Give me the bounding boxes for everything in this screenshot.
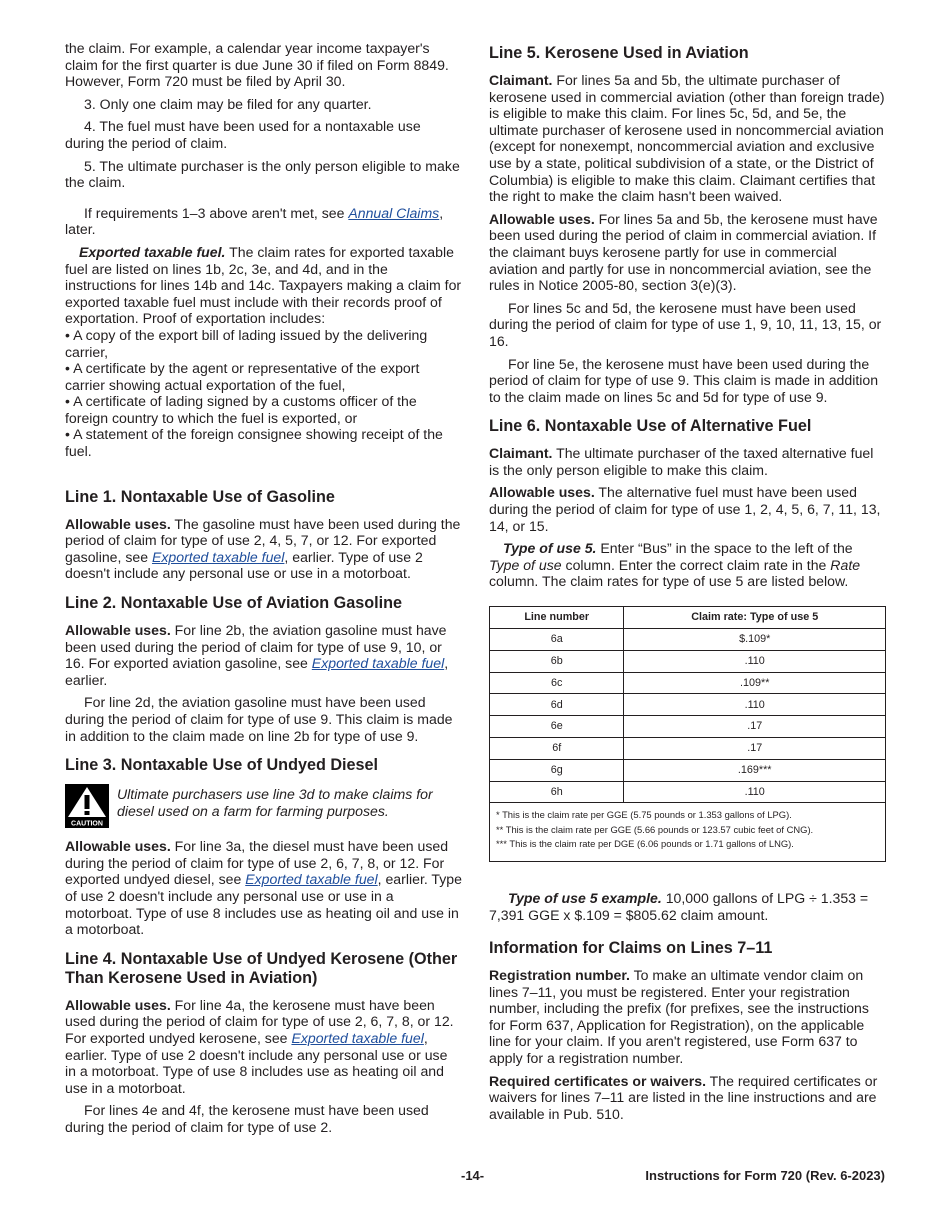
table-cell: .17 xyxy=(624,738,886,760)
table-row xyxy=(490,738,886,760)
line2-paragraph: Allowable uses. For line 2b, the aviation gasoline must have been used during the period of claim for type of use 9, 10, or 16. For exported aviation gasoline, see Exported taxable fuel, earlier. xyxy=(65,622,449,688)
table-cell: 6e xyxy=(490,716,624,738)
claim-rate-table xyxy=(489,606,886,862)
table-cell: .110 xyxy=(624,694,886,716)
table-row xyxy=(490,716,886,738)
caution-icon xyxy=(65,784,109,828)
registration-paragraph: Registration number. To make an ultimate vendor claim on lines 7–11, you must be registered. Enter your registration number, including the prefix (for prefixes, see the instructions for Form 637, Application for Registration), on the applicable line for your claim. If you aren't registered, use Form 637 to apply for a registration number. xyxy=(489,967,869,1067)
table-cell: 6g xyxy=(490,759,624,781)
exported-fuel-link[interactable]: Exported taxable fuel xyxy=(151,548,285,565)
requirement-4: 4. The fuel must have been used for a nontaxable use during the period of claim. xyxy=(65,118,421,151)
table-cell: 6c xyxy=(490,672,624,694)
annual-claims-link[interactable]: Annual Claims xyxy=(348,204,440,221)
table-cell: .17 xyxy=(624,716,886,738)
table-cell: .110 xyxy=(624,650,886,672)
table-notes xyxy=(490,803,886,862)
table-header-claim-rate: Claim rate: Type of use 5 xyxy=(624,607,886,629)
table-cell: 6h xyxy=(490,781,624,803)
left-column xyxy=(65,40,462,1142)
page-number: -14- xyxy=(461,1168,485,1183)
bullet-item: • A certificate of lading signed by a customs officer of the foreign country to which the fuel is exported, or xyxy=(65,393,417,426)
line1-heading: Line 1. Nontaxable Use of Gasoline xyxy=(65,487,335,506)
table-row xyxy=(490,629,886,651)
right-column xyxy=(489,44,886,1128)
table-row xyxy=(490,759,886,781)
line5-heading: Line 5. Kerosene Used in Aviation xyxy=(489,44,749,62)
table-cell: 6d xyxy=(490,694,624,716)
line6-claimant: Claimant. The ultimate purchaser of the taxed alternative fuel is the only person eligible to make this claim. xyxy=(489,445,874,478)
line4-heading: Line 4. Nontaxable Use of Undyed Kerosene (Other Than Kerosene Used in Aviation) xyxy=(65,949,458,987)
exported-fuel-paragraph: Exported taxable fuel. The claim rates for exported taxable fuel are listed on lines 1b, 2c, 3e, and 4d, and in the instructions for lines 14b and 14c. Taxpayers making a claim for exported taxable fuel must include with their records proof of exportation. Proof of exportation includes: xyxy=(65,243,462,327)
type5-example: Type of use 5 example. 10,000 gallons of LPG ÷ 1.353 = 7,391 GGE x $.109 = $805.62 claim amount. xyxy=(489,889,869,923)
line2-heading: Line 2. Nontaxable Use of Aviation Gasoline xyxy=(65,594,403,613)
table-row xyxy=(490,781,886,803)
line4-paragraph: Allowable uses. For line 4a, the kerosene must have been used during the period of claim for type of use 2, 6, 7, 8, or 12. For exported undyed kerosene, see Exported taxable fuel, earlier. Type of use 2 doesn't include any personal use or use in a motorboat. Type of use 8 includes use as heating oil and use in a motorboat. xyxy=(65,996,454,1096)
table-header-row xyxy=(490,607,886,629)
requirement-5: 5. The ultimate purchaser is the only person eligible to make the claim. xyxy=(65,157,460,191)
bullet-item: • A copy of the export bill of lading issued by the delivering carrier, xyxy=(65,326,428,360)
intro-paragraph: the claim. For example, a calendar year income taxpayer's claim for the first quarter is due June 30 if filed on Form 8849. However, Form 720 must be filed by April 30. xyxy=(65,40,449,90)
table-cell: .169*** xyxy=(624,759,886,781)
line2-paragraph-2: For line 2d, the aviation gasoline must have been used during the period of claim for type of use 9. This claim is made in addition to the claim made on line 2b for type of use 9. xyxy=(65,694,453,744)
table-cell: .109** xyxy=(624,672,886,694)
footer-title: Instructions for Form 720 (Rev. 6-2023) xyxy=(645,1168,885,1183)
table-cell: 6f xyxy=(490,738,624,760)
line3-heading: Line 3. Nontaxable Use of Undyed Diesel xyxy=(65,756,379,775)
table-note-2: ** This is the claim rate per GGE (5.66 pounds or 123.57 cubic feet of CNG). xyxy=(496,823,814,835)
table-row xyxy=(490,650,886,672)
line1-paragraph: Allowable uses. The gasoline must have been used during the period of claim for type of use 2, 4, 5, 7, or 12. For exported gasoline, see Exported taxable fuel, earlier. Type of use 2 doesn't include any personal use or use in a motorboat. xyxy=(65,515,461,582)
line5-paragraph-3: For lines 5c and 5d, the kerosene must have been used during the period of claim for type of use 1, 9, 10, 11, 13, 15, or 16. xyxy=(489,299,882,349)
line3-paragraph: Allowable uses. For line 3a, the diesel must have been used during the period of claim for type of use 2, 6, 7, 8, or 12. For exported undyed diesel, see Exported taxable fuel, earlier. Type of use 2 doesn't include any personal use or use in a motorboat. Type of use 8 includes use as heating oil and use in a motorboat. xyxy=(65,838,462,938)
table-row xyxy=(490,672,886,694)
table-row xyxy=(490,694,886,716)
exported-fuel-link[interactable]: Exported taxable fuel xyxy=(245,871,378,888)
type5-paragraph: Type of use 5. Enter “Bus” in the space to the left of the Type of use column. Enter the correct claim rate in the Rate column. The claim rates for type of use 5 are listed below. xyxy=(489,540,861,590)
caution-text: Ultimate purchasers use line 3d to make claims for diesel used on a farm for farming purposes. xyxy=(117,786,433,819)
table-note-1: * This is the claim rate per GGE (5.75 pounds or 1.353 gallons of LPG). xyxy=(496,809,792,821)
line5-allowable: Allowable uses. For lines 5a and 5b, the kerosene must have been used during the period of claim in commercial aviation. If the claimant buys kerosene partly for use in commercial aviation and partly for use in noncommercial aviation, see the rules in Notice 2005-80, section 3(e)(3). xyxy=(489,210,878,294)
line5-paragraph-4: For line 5e, the kerosene must have been used during the period of claim for type of use 9. This claim is made in addition to the claim made on lines 5c and 5d for type of use 9. xyxy=(489,355,879,405)
line5-claimant: Claimant. For lines 5a and 5b, the ultimate purchaser of kerosene used in commercial aviation (other than foreign trade) is eligible to make this claim. For lines 5c, 5d, and 5e, the ultimate purchaser of kerosene used in noncommercial aviation (except for nonexempt, noncommercial aviation and exclusive use by a state, political subdivision of a state, or the District of Columbia) is eligible to make this claim. Claimant certifies that the right to make the claim hasn't been waived. xyxy=(489,72,885,205)
line6-heading: Line 6. Nontaxable Use of Alternative Fuel xyxy=(489,417,812,436)
line6-allowable: Allowable uses. The alternative fuel must have been used during the period of claim for type of use 1, 2, 4, 5, 6, 7, 11, 13, 14, or 15. xyxy=(489,484,881,534)
exported-fuel-heading: Exported taxable fuel. xyxy=(79,243,226,260)
requirement-3: 3. Only one claim may be filed for any quarter. xyxy=(84,95,372,112)
exported-fuel-link[interactable]: Exported taxable fuel xyxy=(311,655,445,672)
table-cell: $.109* xyxy=(624,629,886,651)
table-note-3: *** This is the claim rate per DGE (6.06 pounds or 1.71 gallons of LNG). xyxy=(496,838,794,850)
table-header-line-number: Line number xyxy=(490,607,624,629)
table-notes-row xyxy=(490,803,886,862)
bullet-item: • A statement of the foreign consignee showing receipt of the fuel. xyxy=(65,426,443,460)
annual-claims-paragraph: If requirements 1–3 above aren't met, see Annual Claims, later. xyxy=(65,204,444,238)
caution-note xyxy=(65,784,462,828)
bullet-item: • A certificate by the agent or representative of the export carrier showing actual exportation of the fuel, xyxy=(65,360,420,393)
caution-label: CAUTION xyxy=(71,820,103,828)
certificates-paragraph: Required certificates or waivers. The required certificates or waivers for lines 7–11 are listed in the line instructions and are available in Pub. 510. xyxy=(489,1072,878,1122)
table-cell: 6b xyxy=(490,650,624,672)
exported-fuel-link[interactable]: Exported taxable fuel xyxy=(291,1029,424,1046)
table-cell: 6a xyxy=(490,629,624,651)
info-heading: Information for Claims on Lines 7–11 xyxy=(489,939,773,958)
table-cell: .110 xyxy=(624,781,886,803)
line4-paragraph-2: For lines 4e and 4f, the kerosene must have been used during the period of claim for type of use 2. xyxy=(65,1102,429,1135)
